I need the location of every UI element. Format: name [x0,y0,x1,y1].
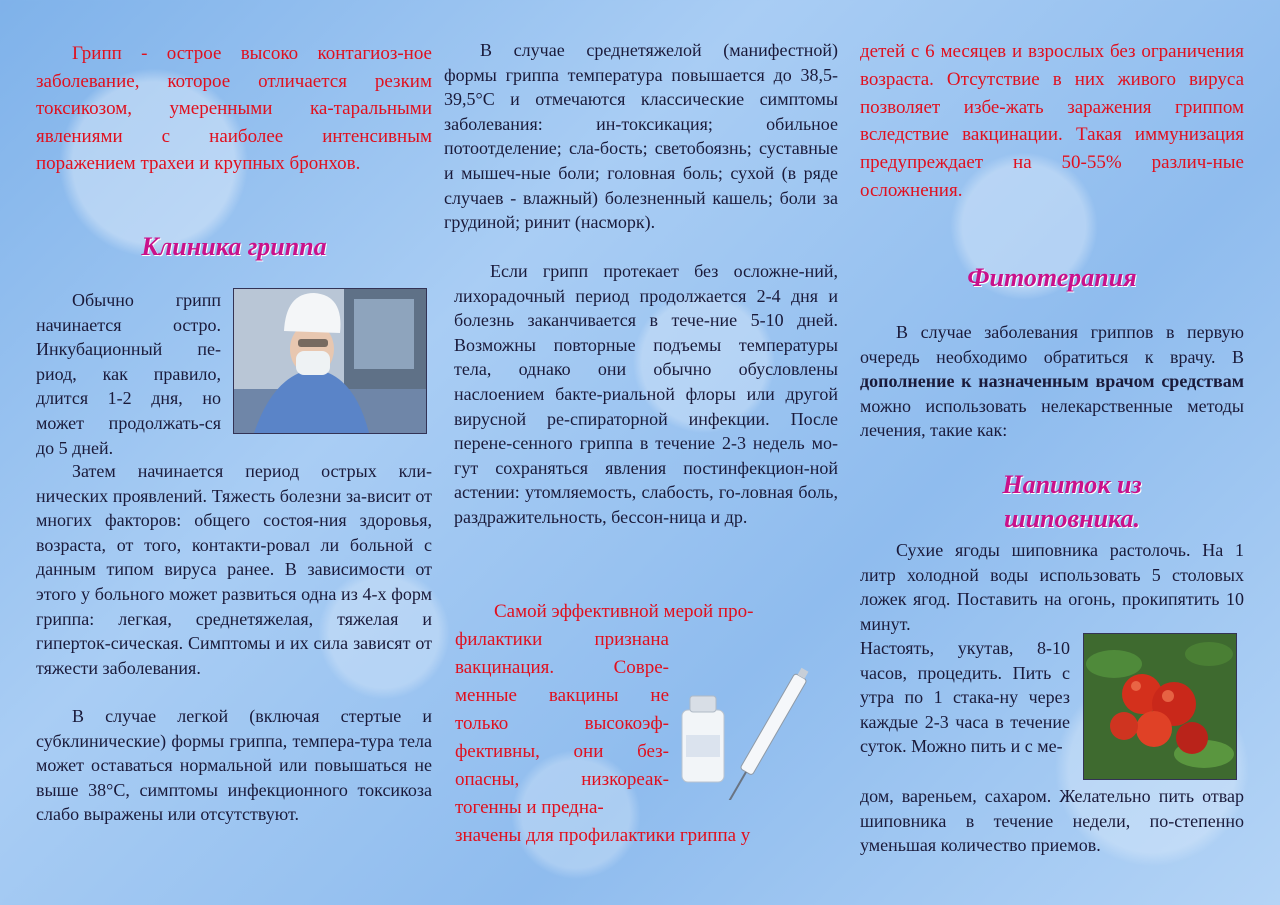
heading-rosehip-l1: Напиток из [1002,470,1142,499]
vial-icon [682,696,724,782]
rosehip-photo [1083,633,1237,780]
rosehip-p2: Настоять, укутав, 8-10 часов, процедить. Пить с утра по 1 стака-ну через каждые 2-3 часа в течение суток. Можно пить и с ме- [860,638,1070,757]
vaccination-text-last: значены для профилактики гриппа у [455,825,751,846]
vaccination-text-first: Самой эффективной мерой про- [494,601,754,622]
vaccine-syringe-image [676,640,836,800]
vaccination-text: филактики признана вакцинация. Совре-менные вакцины не только высокоэф-фективны, они без-опасны, низкореак-тогенны и предна- [455,629,669,818]
rosehip-p3: дом, вареньем, сахаром. Желательно пить отвар шиповника в течение недели, по-степенно уменьшая количество приемов. [860,786,1244,856]
clinic-p2: Затем начинается период острых кли-нических проявлений. Тяжесть болезни за-висит от многих факторов: общего состоя-ния здоровья, возраста, от того, контакти-ровал ли больной с данным типом вируса ранее. В зависимости от этого у больного может развиться одна из 4-х форм гриппа: легкая, среднетяжелая, тяжелая и гиперток-сическая. Симптомы и их сила зависят от тяжести заболевания. [36,461,432,678]
clinic-p1: Обычно грипп начинается остро. Инкубационный пе-риод, как правило, длится 1-2 дня, но может продолжать-ся до 5 дней. [36,290,221,458]
phytotherapy-bold: дополнение к назначенным врачом средствам [860,371,1244,392]
rosehip-p1: Сухие ягоды шиповника растолочь. На 1 литр холодной воды использовать 5 столовых ложек ягод. Поставить на огонь, прокипятить 10 минут. [860,540,1244,634]
intro-text: Грипп - острое высоко контагиоз-ное заболевание, которое отличается резким токсикозом, умеренными ка-таральными явлениями с наиболее интенсивным поражением трахеи и крупных бронхов. [36,43,432,174]
heading-clinic: Клиника гриппа [141,232,327,261]
moderate-form-text: В случае среднетяжелой (манифестной) формы гриппа температура повышается до 38,5-39,5°С и отмечаются классические симптомы заболевания: ин-токсикация; обильное потоотделение; сла-бость; светобоязнь; суставные и мышеч-ные боли; головная боль; сухой (в ряде случаев - влажный) болезненный кашель; боли за грудиной; ринит (насморк). [444,40,838,233]
course-text: Если грипп протекает без осложне-ний, лихорадочный период продолжается 2-4 дня и болезнь заканчивается в тече-ние 5-10 дней. Возможны повторные подъемы температуры тела, однако они обычно обусловлены наслоением бакте-риальной флоры или другой вирусной ре-спираторной инфекции. После перене-сенного гриппа в течение 2-3 недель мо-гут сохраняться явления постинфекцион-ной астении: утомляемость, слабость, го-ловная боль, раздражительность, бессон-ница и др. [454,261,838,527]
heading-rosehip-l2: шиповника. [1003,504,1141,533]
syringe-icon [717,666,811,800]
heading-phytotherapy: Фитотерапия [967,263,1137,292]
vaccination-continued: детей с 6 месяцев и взрослых без ограничения возраста. Отсутствие в них живого вируса позволяет избе-жать заражения гриппом вследствие вакцинации. Такая иммунизация предупреждает на 50-55% различ-ные осложнения. [860,41,1244,201]
doctor-photo [233,288,427,434]
phytotherapy-text: В случае заболевания гриппов в первую очередь необходимо обратиться к врачу. В дополнение к назначенным врачом средствам можно использовать нелекарственные методы лечения, такие как: [860,322,1244,441]
clinic-p3: В случае легкой (включая стертые и субклинические) формы гриппа, темпера-тура тела может оставаться нормальной или повышаться не выше 38°С, симптомы инфекционного токсикоза слабо выражены или отсутствуют. [36,706,432,825]
